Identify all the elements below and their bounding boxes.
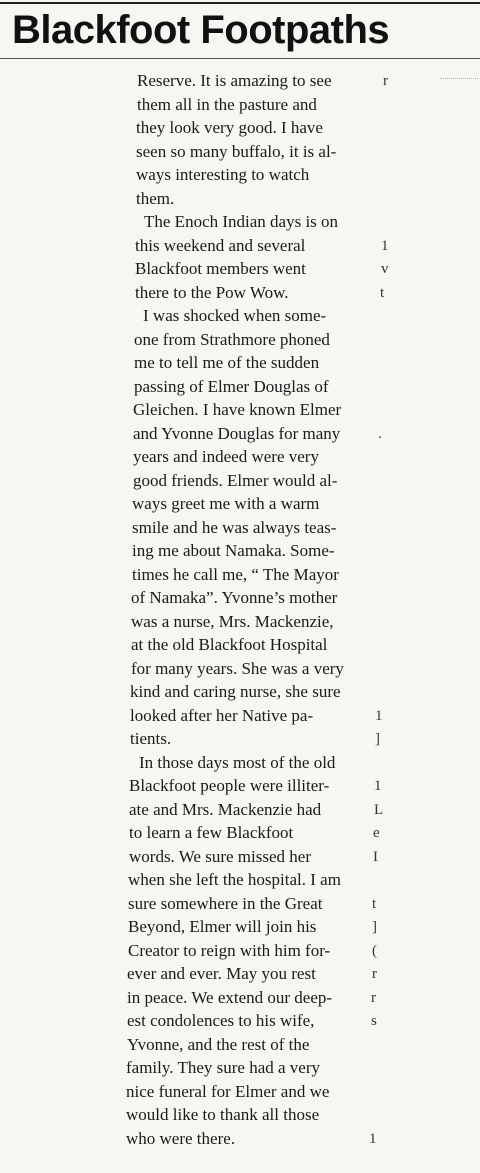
article-line: est condolences to his wife,: [127, 1011, 315, 1030]
article-line: Blackfoot people were illiter-: [129, 776, 330, 795]
right-fragment: L: [374, 801, 384, 818]
right-fragment: ]: [375, 731, 380, 747]
article-line: tients.: [130, 729, 172, 748]
right-fragment: 1: [375, 707, 383, 724]
article-line: I was shocked when some-: [143, 306, 327, 325]
article-line: ways interesting to watch: [136, 165, 310, 184]
article-line: family. They sure had a very: [126, 1058, 321, 1077]
right-fragment: 1: [381, 237, 389, 254]
article-line: smile and he was always teas-: [132, 517, 337, 537]
article-line: in peace. We extend our deep-: [127, 987, 333, 1007]
right-fragment: ]: [372, 919, 377, 935]
right-fragment: t: [372, 895, 377, 912]
scan-speckles: [440, 78, 478, 87]
right-fragment: t: [380, 284, 385, 301]
article-line: was a nurse, Mrs. Mackenzie,: [131, 611, 334, 631]
article-line: ing me about Namaka. Some-: [132, 541, 335, 560]
article-line: Gleichen. I have known Elmer: [133, 400, 342, 419]
article-line: sure somewhere in the Great: [128, 893, 323, 913]
article-line: In those days most of the old: [139, 752, 336, 772]
article-line: Reserve. It is amazing to see: [137, 71, 332, 90]
right-fragment: (: [372, 942, 377, 959]
article-line: The Enoch Indian days is on: [144, 212, 339, 231]
article-line: kind and caring nurse, she sure: [130, 682, 341, 701]
article-line: would like to thank all those: [126, 1105, 320, 1124]
right-fragment: r: [371, 989, 376, 1006]
article-line: ever and ever. May you rest: [127, 964, 316, 983]
right-fragment: r: [372, 966, 377, 982]
article-line: ate and Mrs. Mackenzie had: [129, 799, 322, 819]
article-line: passing of Elmer Douglas of: [134, 376, 329, 396]
right-fragment: .: [378, 425, 382, 442]
article-line: there to the Pow Wow.: [135, 282, 289, 302]
article-line: this weekend and several: [135, 235, 306, 255]
article-line: times he call me, “ The Mayor: [132, 564, 339, 584]
article-line: nice funeral for Elmer and we: [126, 1081, 330, 1101]
article-line: when she left the hospital. I am: [128, 870, 341, 889]
header-rule-bottom: [0, 58, 480, 59]
article-line: Yvonne, and the rest of the: [127, 1034, 310, 1054]
article-line: them.: [136, 188, 175, 208]
article-line: me to tell me of the sudden: [134, 353, 320, 372]
article-line: who were there.: [126, 1128, 236, 1148]
right-fragment: v: [381, 261, 389, 277]
article-line: one from Strathmore phoned: [134, 329, 330, 349]
article-line: to learn a few Blackfoot: [129, 823, 294, 842]
article-line: words. We sure missed her: [129, 846, 311, 866]
article-line: looked after her Native pa-: [130, 705, 314, 725]
right-fragment: s: [371, 1013, 377, 1029]
article-line: seen so many buffalo, it is al-: [136, 141, 337, 161]
right-fragment: 1: [369, 1130, 377, 1147]
article-line: ways greet me with a warm: [132, 494, 320, 513]
section-headline: Blackfoot Footpaths: [12, 8, 390, 52]
article-line: them all in the pasture and: [137, 94, 317, 114]
article-line: Creator to reign with him for-: [128, 940, 331, 960]
article-line: at the old Blackfoot Hospital: [131, 635, 328, 654]
right-fragment: e: [373, 825, 380, 841]
right-fragment: r: [383, 73, 388, 89]
article-line: and Yvonne Douglas for many: [133, 423, 341, 443]
article-line: years and indeed were very: [133, 447, 319, 466]
right-fragment: 1: [374, 778, 382, 794]
right-fragment: I: [373, 848, 378, 865]
article-line: Blackfoot members went: [135, 259, 306, 278]
article-line: they look very good. I have: [136, 118, 323, 137]
article-line: of Namaka”. Yvonne’s mother: [131, 588, 338, 607]
article-line: good friends. Elmer would al-: [133, 470, 338, 490]
article-line: for many years. She was a very: [131, 658, 344, 678]
article-line: Beyond, Elmer will join his: [128, 917, 317, 936]
